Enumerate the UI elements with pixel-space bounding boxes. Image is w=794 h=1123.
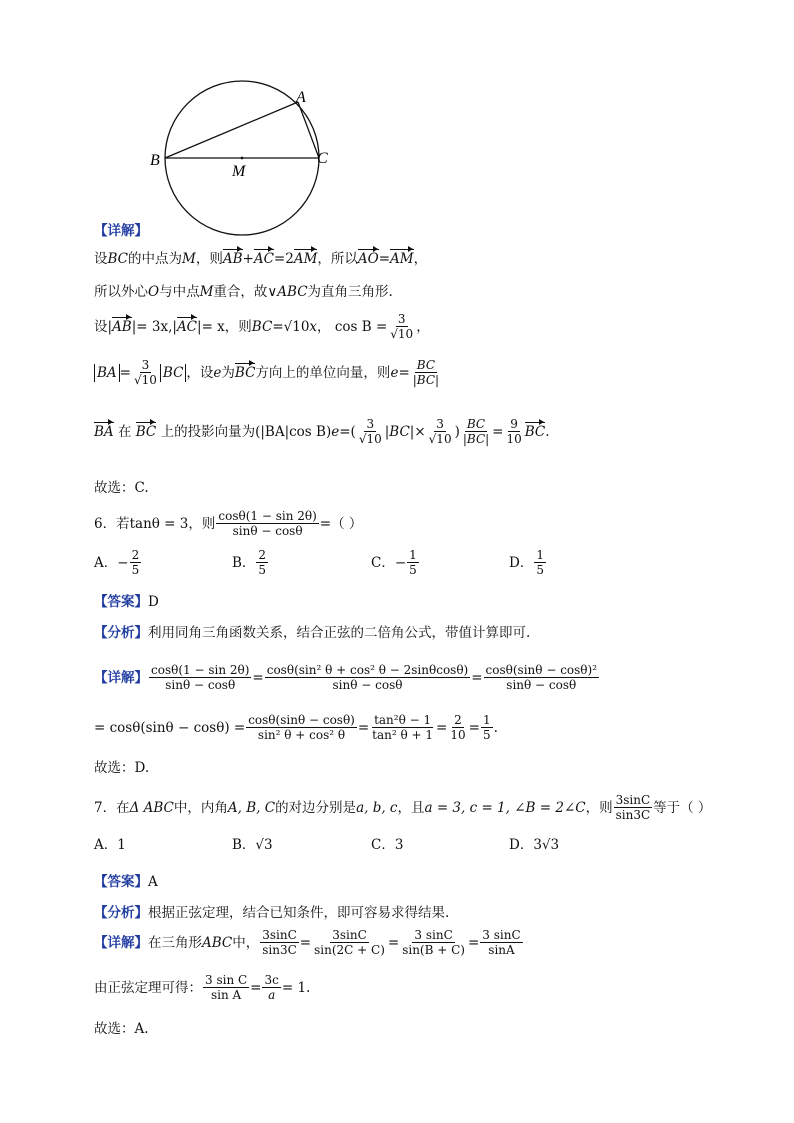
q6-option-d: D． $\frac{1}{5}$ xyxy=(509,548,544,577)
proj-fraction-3: $\frac{BC}{|BC|}$ xyxy=(462,417,490,446)
q7-option-b: B．√3 xyxy=(232,837,273,853)
q7-analysis-tag: 【分析】 xyxy=(94,905,148,921)
label-b: B xyxy=(150,152,160,169)
q6-answer-tag: 【答案】 xyxy=(94,594,148,610)
q6-detail-line1: 【详解】 $\frac{\cos\theta(1 - \sin 2\theta)}{\sin\theta - \cos\theta}$ = $\frac{\text{cosθ(sin² θ + cos² θ − 2sinθcosθ)}}{\sin\theta - \cos\theta}$ = $\frac{\text{cosθ(sinθ − cosθ)²}}{\sin\theta - \cos\theta}$ xyxy=(94,663,598,692)
segment-ba xyxy=(165,102,298,158)
q5-line4: BA = $\frac{3}{√10}$ BC ，设 e 为 BC 方向上的单位向量，则 e = $\frac{BC}{|BC|}$ xyxy=(94,358,442,387)
q6-stem-fraction: $\frac{\cos\theta(1 - \sin 2\theta)}{\sin\theta - \cos\theta}$ xyxy=(218,509,317,538)
label-m: M xyxy=(232,163,246,180)
q7-answer-line xyxy=(94,873,158,891)
proj-fraction-1: $\frac{3}{√10}$ xyxy=(358,417,382,446)
proj-fraction-4: $\frac{9}{10}$ xyxy=(506,417,522,446)
q5-answer: 故选：C. xyxy=(94,480,149,496)
q6-stem: 6．若 tanθ = 3 ，则 $\frac{\cos\theta(1 - \sin 2\theta)}{\sin\theta - \cos\theta}$ =（ ） xyxy=(94,509,363,538)
q5-line2: 所以外心O与中点M重合，故∨ABC为直角三角形. xyxy=(94,284,393,300)
proj-fraction-2: $\frac{3}{√10}$ xyxy=(428,417,452,446)
q6-detail-line2: = cosθ(sinθ − cosθ) = $\frac{\cos\theta(\sin\theta - \cos\theta)}{\text{sin² θ + cos² θ}}$ = $\frac{\text{tan²θ − 1}}{\text{tan² θ + 1}}$ = $\frac{2}{10}$ = $\frac{1}{5}$ . xyxy=(94,713,498,742)
midpoint-m-dot xyxy=(241,157,244,160)
q6-option-a: A． − $\frac{2}{5}$ xyxy=(94,548,140,577)
q6-option-c: C． − $\frac{1}{5}$ xyxy=(371,548,417,577)
q5-line3: 设| AB |= 3x,| AC |= x ，则 BC = √10 x ， cos B = $\frac{3}{√10}$ ， xyxy=(94,312,430,341)
unit-vector-fraction: $\frac{BC}{|BC|}$ xyxy=(412,358,440,387)
cos-b-fraction: $\frac{3}{√10}$ xyxy=(390,312,414,341)
q6-analysis-tag: 【分析】 xyxy=(94,625,148,641)
q6-answer: D xyxy=(148,594,159,610)
q5-line5: BA 在 BC 上的投影向量为 (|BA|cos B) e =( $\frac{3}{√10}$ |BC|× $\frac{3}{√10}$ ) $\frac{BC}{|BC|}$ = $\frac{9}{10}$ BC . xyxy=(94,417,550,446)
q7-option-c: C．3 xyxy=(371,837,404,853)
q5-detail-tag: 【详解】 xyxy=(94,223,148,239)
q7-answer: A xyxy=(148,874,158,890)
label-a: A xyxy=(296,89,306,106)
q7-option-a: A．1 xyxy=(94,837,126,853)
q6-answer-line xyxy=(94,593,159,611)
q5-line4-fraction: $\frac{3}{√10}$ xyxy=(133,358,157,387)
q7-detail-line1: 【详解】 在三角形 ABC 中， $\frac{3\sin C}{\sin 3C}$ = $\frac{3\sin C}{\sin(2C + C)}$ = $\frac{3 \sin C}{\sin(B + C)}$ = $\frac{3 \sin C}{\sin A}$ xyxy=(94,928,521,957)
q5-line1: 设BC的中点为M，则AB+AC=2AM，所以AO=AM， xyxy=(94,251,428,267)
q6-analysis: 利用同角三角函数关系，结合正弦的二倍角公式，带值计算即可. xyxy=(148,625,531,641)
q7-detail-tag: 【详解】 xyxy=(94,934,148,951)
q6-option-b: B． $\frac{2}{5}$ xyxy=(232,548,267,577)
circle-triangle-figure xyxy=(140,70,350,240)
q6-conclusion: 故选：D. xyxy=(94,760,150,776)
label-c: C xyxy=(317,150,328,167)
q7-analysis-line xyxy=(94,904,449,922)
q7-detail-line2: 由正弦定理可得： $\frac{\text{3 sin C}}{\text{sin A}}$ = $\frac{3c}{a}$ = 1. xyxy=(94,973,311,1002)
q7-conclusion: 故选：A. xyxy=(94,1021,149,1037)
segment-ac xyxy=(298,102,319,158)
q7-answer-tag: 【答案】 xyxy=(94,874,148,890)
q7-stem: 7．在 Δ ABC 中，内角 A, B, C 的对边分别是 a, b, c ，且 a = 3, c = 1, ∠B = 2∠C ，则 $\frac{3\sin C}{\sin 3C}$ 等于（ ） xyxy=(94,793,712,822)
q7-analysis: 根据正弦定理，结合已知条件，即可容易求得结果. xyxy=(148,905,450,921)
q7-option-d: D．3√3 xyxy=(509,837,560,853)
q6-detail-tag: 【详解】 xyxy=(94,669,148,686)
q6-analysis-line xyxy=(94,624,530,642)
